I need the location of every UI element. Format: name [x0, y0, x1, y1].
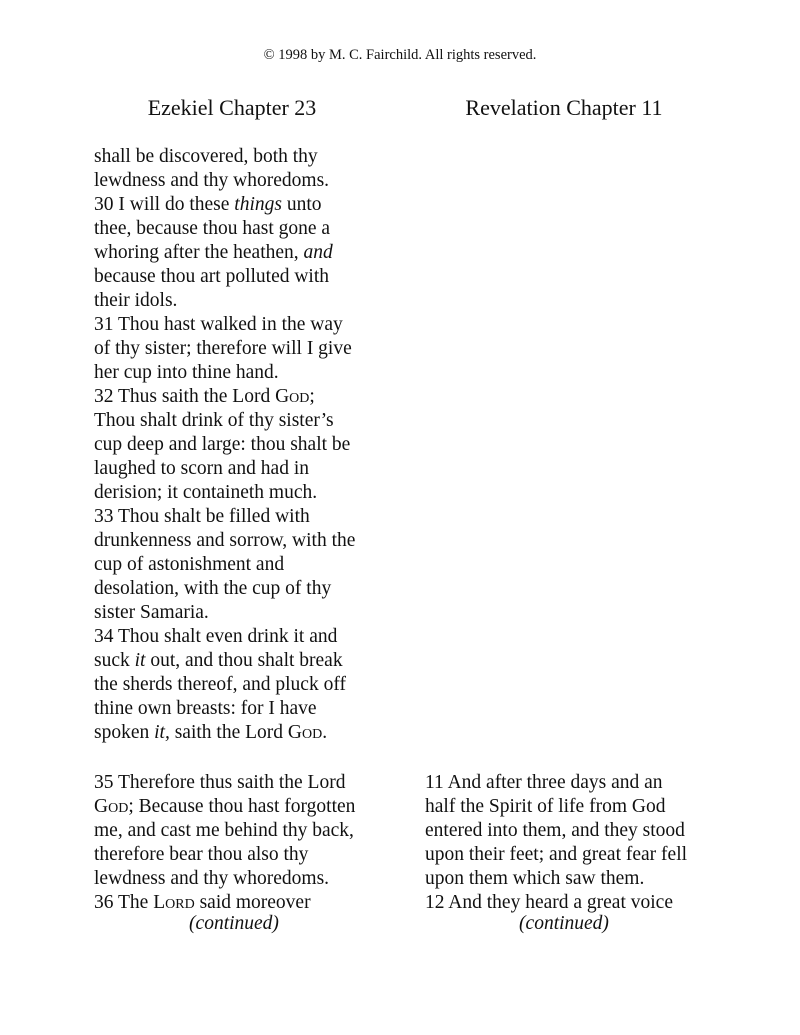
text-line	[94, 433, 355, 457]
text-line	[425, 795, 687, 819]
text-run: drunkenness and sorrow, with the	[94, 530, 356, 551]
text-line	[94, 289, 355, 313]
text-line	[94, 553, 355, 577]
text-run: sister Samaria.	[94, 602, 209, 623]
italic-text: things	[234, 194, 282, 215]
text-line	[425, 867, 687, 891]
right-column-heading: Revelation Chapter 11	[465, 95, 663, 120]
text-line	[94, 867, 355, 891]
text-run: their idols.	[94, 290, 178, 311]
text-run: 12 And they heard a great voice	[425, 892, 673, 913]
italic-text: it	[134, 650, 146, 671]
ezekiel-text-lower	[94, 771, 355, 915]
revelation-text	[425, 771, 687, 915]
text-line	[425, 771, 687, 795]
text-run: shall be discovered, both thy	[94, 146, 318, 167]
text-run: cup deep and large: thou shalt be	[94, 434, 351, 455]
text-run: 30 I will do these	[94, 194, 235, 215]
text-line	[94, 819, 355, 843]
text-line	[94, 265, 355, 289]
text-run: because thou art polluted with	[94, 266, 330, 287]
small-caps-text: God	[94, 796, 129, 817]
text-line	[94, 771, 355, 795]
text-line	[94, 673, 355, 697]
text-run: ; Because thou hast forgotten	[128, 796, 356, 817]
text-run: lewdness and thy whoredoms.	[94, 868, 330, 889]
text-line	[94, 529, 355, 553]
text-run: 32 Thus saith the Lord	[94, 386, 276, 407]
text-line	[94, 337, 355, 361]
text-line	[425, 891, 687, 915]
small-caps-text: Lord	[153, 892, 195, 913]
text-run: 11 And after three days and an	[425, 772, 663, 793]
text-line	[94, 361, 355, 385]
text-line	[94, 601, 355, 625]
small-caps-text: God	[287, 722, 323, 743]
text-run: 33 Thou shalt be filled with	[94, 506, 310, 527]
text-run: cup of astonishment and	[94, 554, 285, 575]
text-line	[94, 577, 355, 601]
text-run: laughed to scorn and had in	[94, 458, 309, 479]
text-run: the sherds thereof, and pluck off	[94, 674, 346, 695]
text-line	[94, 697, 355, 721]
text-run: spoken	[94, 722, 155, 743]
text-run: unto	[281, 194, 322, 215]
text-run: suck	[94, 650, 135, 671]
text-run: Thou shalt drink of thy sister’s	[94, 410, 334, 431]
text-line	[425, 819, 687, 843]
text-line	[94, 891, 355, 915]
text-line	[94, 313, 355, 337]
text-line	[94, 217, 355, 241]
text-line	[94, 481, 355, 505]
text-line	[94, 409, 355, 433]
text-run: thine own breasts: for I have	[94, 698, 317, 719]
text-run: lewdness and thy whoredoms.	[94, 170, 330, 191]
text-run: said moreover	[194, 892, 311, 913]
text-line	[94, 649, 355, 673]
text-line	[94, 795, 355, 819]
copyright-notice: © 1998 by M. C. Fairchild. All rights reserved.	[263, 47, 537, 63]
small-caps-text: God	[275, 386, 310, 407]
text-line	[94, 505, 355, 529]
text-run: 31 Thou hast walked in the way	[94, 314, 343, 335]
ezekiel-text-upper	[94, 145, 355, 745]
text-run: saith the Lord	[169, 722, 288, 743]
left-continued-note: (continued)	[189, 913, 279, 934]
text-run: derision; it containeth much.	[94, 482, 318, 503]
text-run: desolation, with the cup of thy	[94, 578, 332, 599]
text-line	[94, 625, 355, 649]
text-line	[94, 721, 355, 745]
text-run: whoring after the heathen,	[94, 242, 304, 263]
text-run: .	[322, 722, 328, 743]
italic-text: it,	[154, 722, 170, 743]
text-run: ;	[309, 386, 315, 407]
text-line	[94, 145, 355, 169]
text-run: 35 Therefore thus saith the Lord	[94, 772, 346, 793]
text-line	[94, 385, 355, 409]
text-line	[94, 193, 355, 217]
text-run: of thy sister; therefore will I give	[94, 338, 352, 359]
text-line	[94, 843, 355, 867]
text-line	[94, 457, 355, 481]
text-run: her cup into thine hand.	[94, 362, 279, 383]
italic-text: and	[303, 242, 333, 263]
text-line	[94, 169, 355, 193]
text-run: half the Spirit of life from God	[425, 796, 666, 817]
text-run: entered into them, and they stood	[425, 820, 685, 841]
text-run: upon them which saw them.	[425, 868, 645, 889]
text-run: 34 Thou shalt even drink it and	[94, 626, 338, 647]
text-line	[94, 241, 355, 265]
text-run: thee, because thou hast gone a	[94, 218, 331, 239]
left-column-heading: Ezekiel Chapter 23	[147, 95, 317, 120]
text-run: me, and cast me behind thy back,	[94, 820, 354, 841]
text-run: therefore bear thou also thy	[94, 844, 309, 865]
text-run: out, and thou shalt break	[145, 650, 343, 671]
right-continued-note: (continued)	[519, 913, 609, 934]
text-run: upon their feet; and great fear fell	[425, 844, 688, 865]
text-line	[425, 843, 687, 867]
text-run: 36 The	[94, 892, 154, 913]
